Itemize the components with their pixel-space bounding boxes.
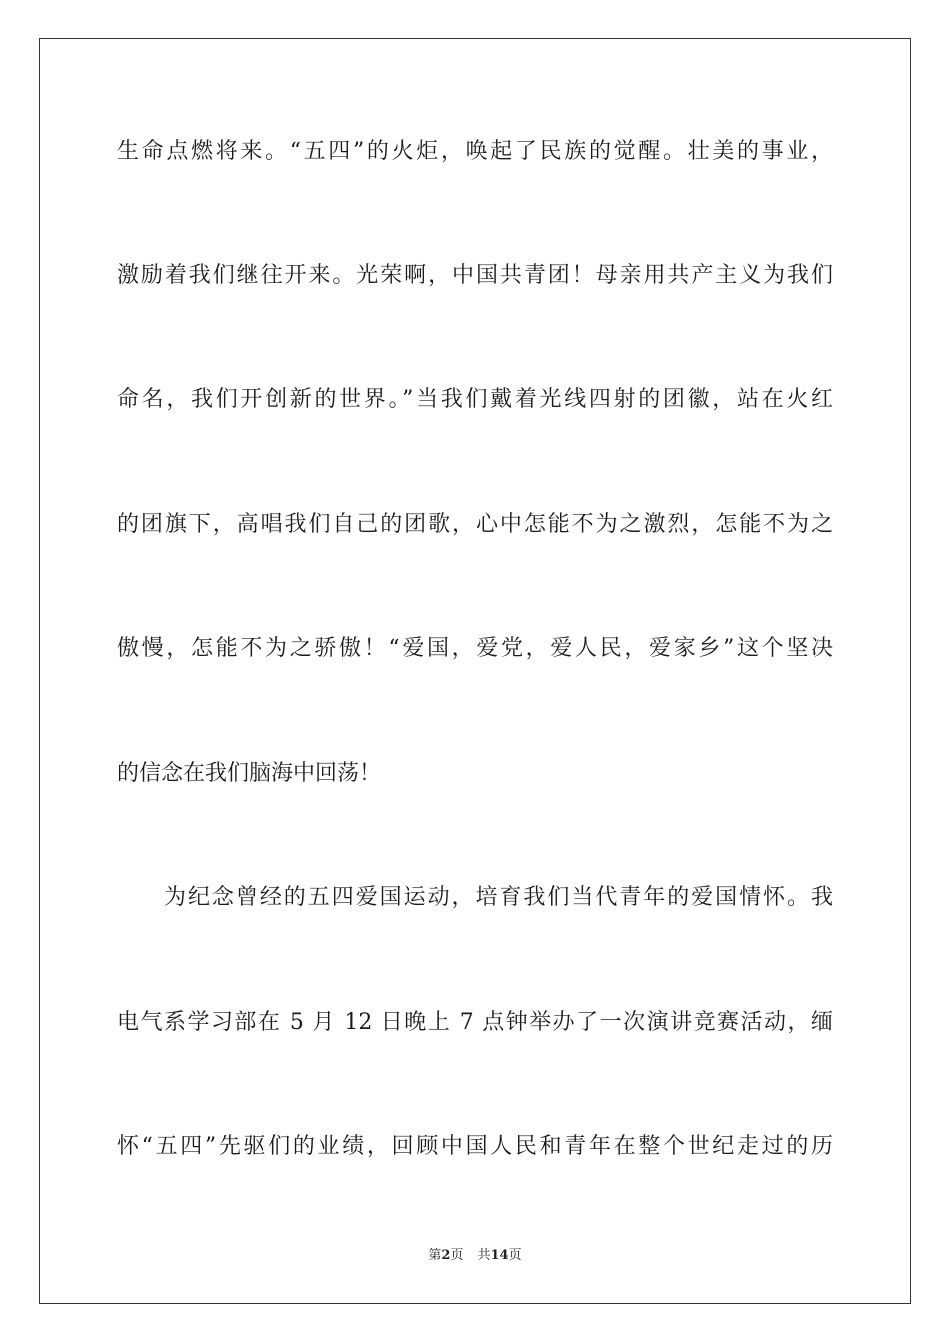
page-number: 2 (441, 1248, 451, 1263)
page-prefix: 第 (428, 1248, 442, 1263)
page-footer (0, 1247, 950, 1265)
text-line: 生命点燃将来。“五四”的火炬，唤起了民族的觉醒。壮美的事业， (117, 139, 833, 164)
total-suffix: 页 (508, 1248, 522, 1263)
page-frame (39, 38, 911, 1304)
text-line: 激励着我们继往开来。光荣啊，中国共青团！母亲用共产主义为我们 (117, 263, 833, 288)
text-line: 傲慢，怎能不为之骄傲！“爱国，爱党，爱人民，爱家乡”这个坚决 (117, 636, 833, 661)
text-line: 命名，我们开创新的世界。”当我们戴着光线四射的团徽，站在火红 (117, 387, 833, 412)
total-prefix: 共 (477, 1248, 491, 1263)
total-pages: 14 (490, 1248, 509, 1263)
text-line: 的团旗下，高唱我们自己的团歌，心中怎能不为之激烈，怎能不为之 (117, 512, 833, 537)
text-line: 怀“五四”先驱们的业绩，回顾中国人民和青年在整个世纪走过的历 (117, 1134, 833, 1159)
text-line: 电气系学习部在 5 月 12 日晚上 7 点钟举办了一次演讲竞赛活动，缅 (117, 1010, 833, 1035)
paragraph-first-line: 为纪念曾经的五四爱国运动，培育我们当代青年的爱国情怀。我 (164, 885, 833, 910)
text-line: 的信念在我们脑海中回荡！ (117, 761, 382, 786)
page-suffix: 页 (450, 1248, 464, 1263)
